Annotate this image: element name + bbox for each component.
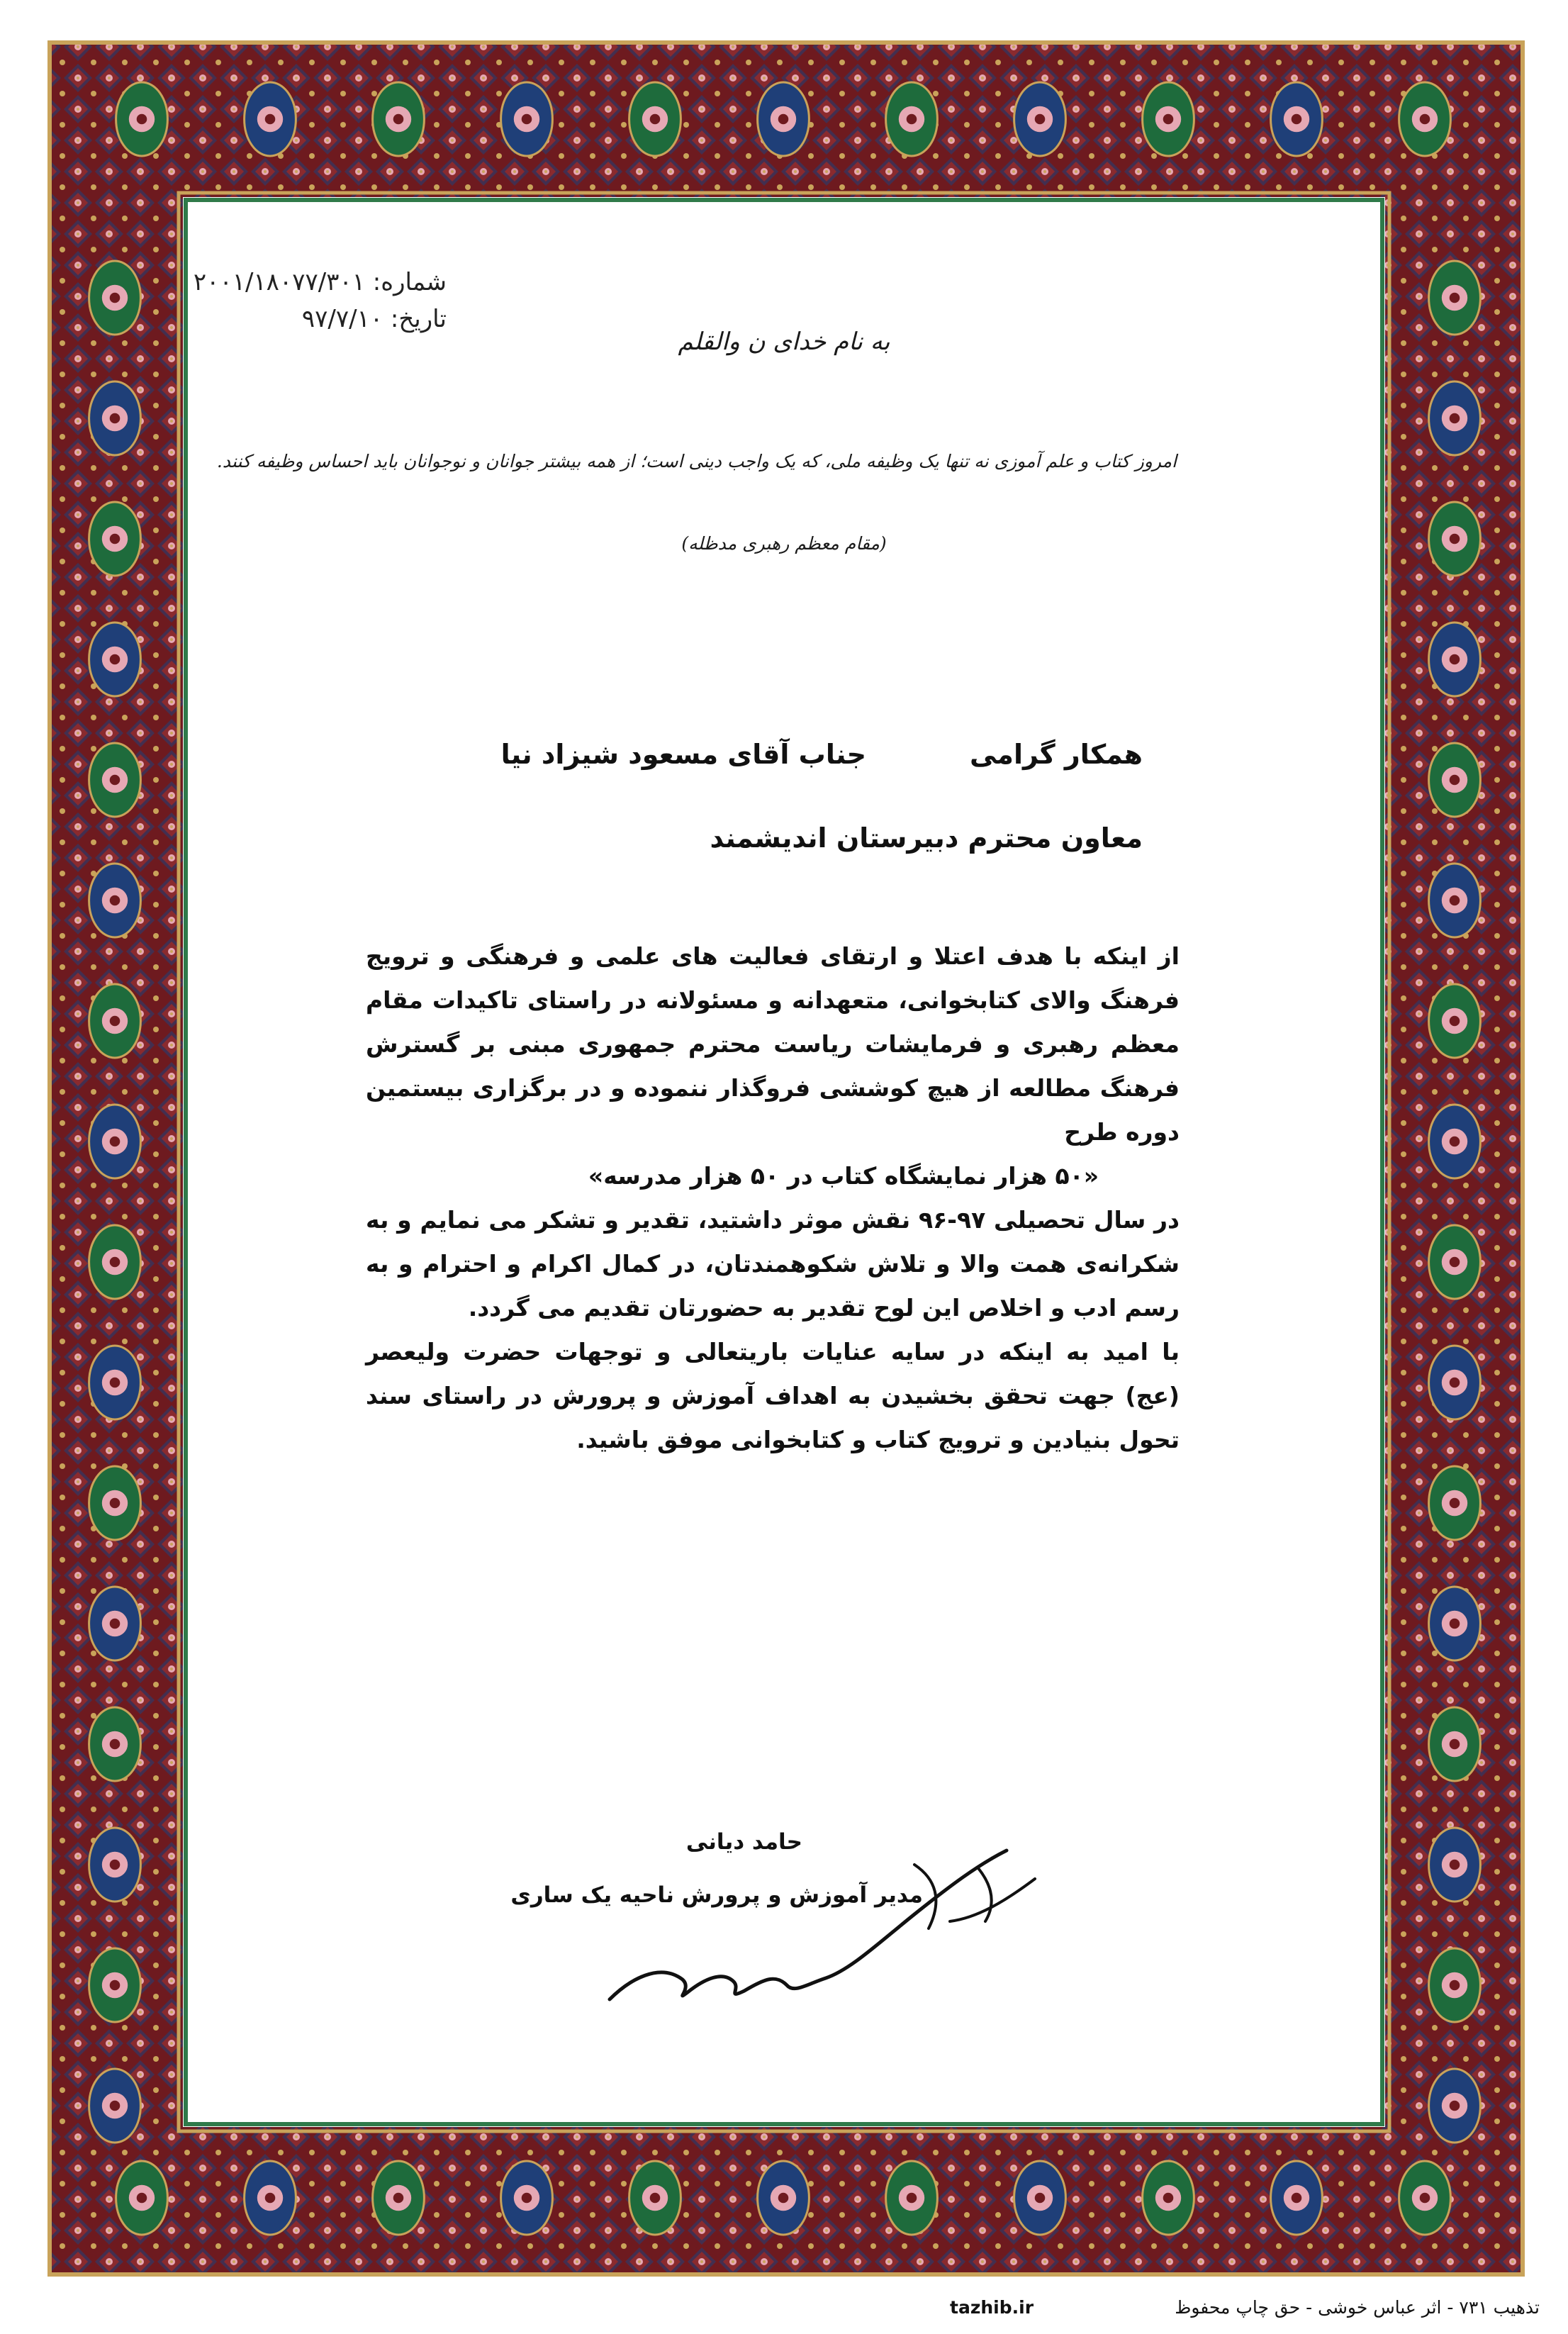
frame-medallion: [89, 1346, 141, 1419]
frame-medallion: [1429, 1707, 1481, 1781]
recipient-position: معاون محترم دبیرستان اندیشمند: [710, 822, 1143, 854]
frame-medallion: [89, 1587, 141, 1660]
frame-medallion: [89, 1466, 141, 1540]
frame-medallion: [1399, 82, 1451, 156]
body-paragraph-2: در سال تحصیلی ۹۷-۹۶ نقش موثر داشتید، تقدیر و تشکر می نمایم و به شکرانه‌ی همت والا و تلاش شکوهمندتان، در کمال اکرام و احترام و به رسم ادب و اخلاص این لوح تقدیر به حضورتان تقدیم می گردد.: [366, 1206, 1180, 1322]
frame-medallion: [1429, 381, 1481, 455]
reference-date-label: تاریخ:: [390, 305, 447, 333]
invocation: به نام خدای ن والقلم: [678, 328, 890, 356]
frame-medallion: [1429, 1948, 1481, 2022]
frame-medallion: [1429, 1105, 1481, 1178]
frame-medallion: [89, 381, 141, 455]
program-title: «۵۰ هزار نمایشگاه کتاب در ۵۰ هزار مدرسه»: [588, 1162, 1099, 1190]
footer-site: tazhib.ir: [950, 2297, 1034, 2318]
frame-medallion: [1429, 1828, 1481, 1902]
frame-medallion: [886, 82, 938, 156]
frame-medallion: [116, 2161, 168, 2235]
frame-medallion: [1143, 82, 1194, 156]
body-paragraph-1: از اینکه با هدف اعتلا و ارتقای فعالیت های علمی و فرهنگی و ترویج فرهنگ والای کتابخوانی، متعهدانه و مسئولانه در راستای تاکیدات مقام معظم رهبری و فرمایشات ریاست محترم جمهوری مبنی بر گسترش فرهنگ مطالعه از هیچ کوششی فروگذار ننموده و در برگزاری بیستمین دوره طرح: [366, 942, 1180, 1146]
body-paragraph-3: با امید به اینکه در سایه عنایات باریتعالی و توجهات حضرت ولیعصر (عج) جهت تحقق بخشیدن به اهداف آموزش و پرورش در راستای سند تحول بنیادین و ترویج کتاب و کتابخوانی موفق باشید.: [366, 1338, 1180, 1453]
signatory-title: مدیر آموزش و پرورش ناحیه یک ساری: [510, 1882, 923, 1908]
frame-medallion: [1429, 1587, 1481, 1660]
reference-date-value: ۹۷/۷/۱۰: [301, 305, 383, 333]
frame-medallion: [501, 82, 553, 156]
frame-medallion: [629, 2161, 681, 2235]
signatory-name: حامد دیانی: [685, 1829, 802, 1855]
frame-medallion: [629, 82, 681, 156]
leader-quote: امروز کتاب و علم آموزی نه تنها یک وظیفه ملی، که یک واجب دینی است؛ از همه بیشتر جوانان و نوجوانان باید احساس وظیفه کنند.: [216, 451, 1177, 471]
frame-medallion: [245, 2161, 296, 2235]
frame-medallion: [89, 622, 141, 696]
frame-medallion: [89, 261, 141, 335]
frame-medallion: [886, 2161, 938, 2235]
frame-medallion: [89, 1828, 141, 1902]
frame-medallion: [89, 2069, 141, 2143]
frame-medallion: [1143, 2161, 1194, 2235]
frame-medallion: [373, 2161, 425, 2235]
frame-medallion: [1014, 82, 1066, 156]
reference-number-value: ۲۰۰۱/۱۸۰۷۷/۳۰۱: [193, 268, 365, 296]
handwritten-signature: [581, 1836, 1092, 2021]
frame-medallion: [1429, 1346, 1481, 1419]
frame-medallion: [1429, 984, 1481, 1058]
certificate-body: [366, 934, 1180, 1462]
frame-medallion: [1271, 2161, 1323, 2235]
frame-medallion: [1429, 743, 1481, 817]
frame-medallion: [1429, 864, 1481, 937]
frame-medallion: [501, 2161, 553, 2235]
frame-medallion: [89, 1225, 141, 1299]
frame-medallion: [1429, 2069, 1481, 2143]
reference-number-label: شماره:: [372, 268, 447, 296]
frame-medallion: [1429, 1225, 1481, 1299]
frame-medallion: [89, 864, 141, 937]
frame-medallion: [89, 1105, 141, 1178]
frame-medallion: [1429, 261, 1481, 335]
frame-medallion: [758, 2161, 810, 2235]
quote-source: (مقام معظم رهبری مدظله): [681, 533, 887, 554]
salutation: همکار گرامی: [969, 739, 1143, 770]
frame-medallion: [89, 1707, 141, 1781]
frame-medallion: [1399, 2161, 1451, 2235]
frame-medallion: [1271, 82, 1323, 156]
frame-medallion: [116, 82, 168, 156]
footer-credit: تذهیب ۷۳۱ - اثر عباس خوشی - حق چاپ محفوظ: [1175, 2297, 1540, 2318]
frame-medallion: [89, 1948, 141, 2022]
frame-medallion: [89, 743, 141, 817]
reference-number: [194, 268, 447, 296]
frame-medallion: [758, 82, 810, 156]
frame-medallion: [1429, 1466, 1481, 1540]
frame-medallion: [373, 82, 425, 156]
recipient-name: جناب آقای مسعود شیزاد نیا: [500, 739, 866, 770]
frame-medallion: [89, 984, 141, 1058]
frame-medallion: [245, 82, 296, 156]
frame-medallion: [1429, 622, 1481, 696]
frame-medallion: [1014, 2161, 1066, 2235]
